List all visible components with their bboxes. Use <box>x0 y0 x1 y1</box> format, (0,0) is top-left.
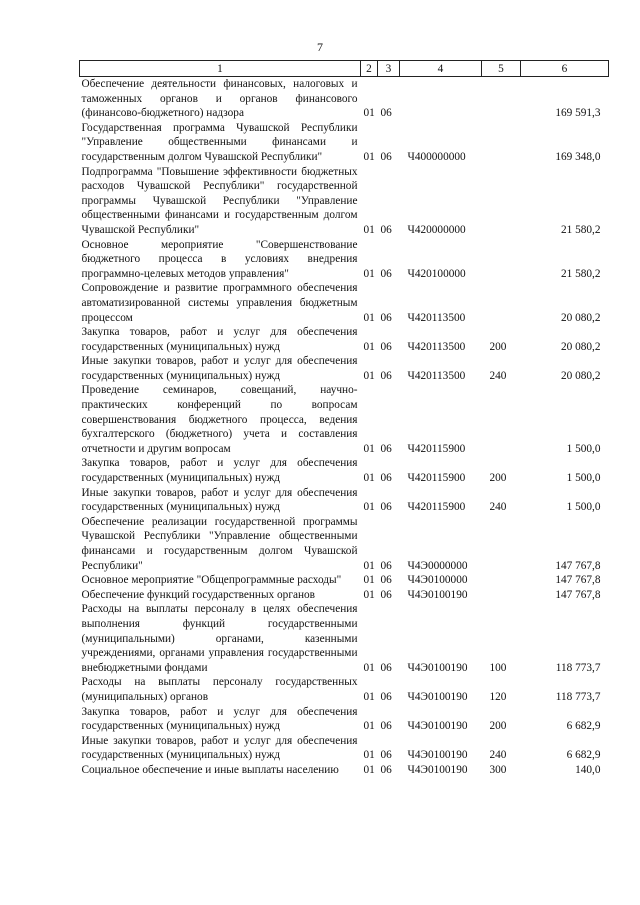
row-name: Иные закупки товаров, работ и услуг для обеспечения государственных (муниципальных) нужд <box>81 355 358 382</box>
row-target-code: Ч4Э0100190 <box>407 763 468 776</box>
budget-table <box>79 60 609 778</box>
table-row <box>80 121 609 165</box>
row-target-code: Ч420115900 <box>407 442 466 455</box>
row-expense-kind: 200 <box>489 720 507 733</box>
row-name: Закупка товаров, работ и услуг для обеспечения государственных (муниципальных) нужд <box>81 457 358 485</box>
row-target-code: Ч420115900 <box>407 501 466 514</box>
row-subsection: 06 <box>380 223 392 236</box>
row-section: 01 <box>363 690 375 703</box>
row-expense-kind <box>482 383 521 456</box>
row-amount: 169 348,0 <box>555 150 601 163</box>
row-amount: 20 080,2 <box>560 311 601 324</box>
row-name: Расходы на выплаты персоналу государственных (муниципальных) органов <box>81 676 358 703</box>
row-subsection: 06 <box>380 107 392 120</box>
row-amount: 1 500,0 <box>566 501 601 514</box>
row-name: Закупка товаров, работ и услуг для обеспечения государственных (муниципальных) нужд <box>81 705 358 733</box>
row-expense-kind: 200 <box>489 340 507 353</box>
row-amount: 147 767,8 <box>555 574 601 587</box>
row-name: Обеспечение деятельности финансовых, налоговых и таможенных органов и органов финансового (финансово-бюджетного) надзора <box>81 78 358 120</box>
row-name: Социальное обеспечение и иные выплаты населению <box>81 763 339 776</box>
row-target-code: Ч4Э0100190 <box>407 661 468 674</box>
table-row <box>80 456 609 485</box>
row-amount: 147 767,8 <box>555 559 601 572</box>
row-subsection: 06 <box>380 340 392 353</box>
row-section: 01 <box>363 661 375 674</box>
row-name: Обеспечение функций государственных органов <box>81 588 316 601</box>
row-expense-kind: 120 <box>489 690 507 703</box>
row-target-code: Ч4Э0100000 <box>407 574 468 587</box>
row-expense-kind: 240 <box>489 501 507 514</box>
row-section: 01 <box>363 559 375 572</box>
row-section: 01 <box>363 369 375 382</box>
row-name: Иные закупки товаров, работ и услуг для обеспечения государственных (муниципальных) нужд <box>81 734 358 762</box>
row-subsection: 06 <box>380 442 392 455</box>
row-amount: 147 767,8 <box>555 588 601 601</box>
row-subsection: 06 <box>380 501 392 514</box>
row-expense-kind: 240 <box>489 369 507 382</box>
table-row <box>80 763 609 778</box>
row-expense-kind <box>482 77 521 121</box>
row-expense-kind: 100 <box>489 661 507 674</box>
table-row <box>80 602 609 675</box>
row-section: 01 <box>363 472 375 485</box>
row-target-code: Ч4Э0000000 <box>407 559 468 572</box>
table-row <box>80 165 609 238</box>
row-section: 01 <box>363 749 375 762</box>
page-number: 7 <box>317 40 323 54</box>
row-amount: 20 080,2 <box>560 369 601 382</box>
row-name: Расходы на выплаты персоналу в целях обеспечения выполнения функций государственными (муниципальными) органами, казенными учреждениями, органами управления государственными внебюджетными фондами <box>81 603 358 674</box>
row-subsection: 06 <box>380 311 392 324</box>
row-subsection: 06 <box>380 588 392 601</box>
row-section: 01 <box>363 340 375 353</box>
row-subsection: 06 <box>380 763 392 776</box>
table-row <box>80 77 609 121</box>
column-header-1: 1 <box>80 61 361 77</box>
column-header-4: 4 <box>400 61 482 77</box>
row-subsection: 06 <box>380 150 392 163</box>
table-header <box>80 61 609 77</box>
table-row <box>80 281 609 325</box>
row-target-code: Ч420113500 <box>407 369 466 382</box>
table-row <box>80 383 609 456</box>
row-target-code: Ч420113500 <box>407 340 466 353</box>
row-expense-kind: 240 <box>489 749 507 762</box>
row-subsection: 06 <box>380 472 392 485</box>
row-subsection: 06 <box>380 574 392 587</box>
row-amount: 1 500,0 <box>566 472 601 485</box>
row-amount: 169 591,3 <box>555 107 601 120</box>
row-name: Государственная программа Чувашской Республики "Управление общественными финансами и государственным долгом Чувашской Республики" <box>81 121 358 163</box>
row-amount: 6 682,9 <box>566 749 601 762</box>
row-expense-kind: 200 <box>489 472 507 485</box>
row-section: 01 <box>363 442 375 455</box>
row-section: 01 <box>363 763 375 776</box>
table-row <box>80 325 609 354</box>
row-expense-kind <box>482 281 521 325</box>
row-target-code: Ч420113500 <box>407 311 466 324</box>
table-row <box>80 486 609 515</box>
row-amount: 6 682,9 <box>566 720 601 733</box>
row-subsection: 06 <box>380 720 392 733</box>
row-subsection: 06 <box>380 690 392 703</box>
row-amount: 21 580,2 <box>560 267 601 280</box>
row-subsection: 06 <box>380 749 392 762</box>
row-section: 01 <box>363 588 375 601</box>
row-name: Закупка товаров, работ и услуг для обеспечения государственных (муниципальных) нужд <box>81 326 358 353</box>
row-target-code: Ч420100000 <box>407 267 466 280</box>
row-subsection: 06 <box>380 661 392 674</box>
row-expense-kind <box>482 121 521 165</box>
row-target-code: Ч4Э0100190 <box>407 749 468 762</box>
row-subsection: 06 <box>380 267 392 280</box>
table-row <box>80 573 609 588</box>
row-section: 01 <box>363 267 375 280</box>
row-amount: 118 773,7 <box>555 661 601 674</box>
row-target-code: Ч4Э0100190 <box>407 690 468 703</box>
row-expense-kind: 300 <box>489 763 507 776</box>
table-body <box>80 77 609 778</box>
row-expense-kind <box>482 515 521 573</box>
row-section: 01 <box>363 107 375 120</box>
column-header-3: 3 <box>378 61 400 77</box>
row-target-code: Ч4Э0100190 <box>407 588 468 601</box>
row-section: 01 <box>363 150 375 163</box>
row-target-code: Ч420000000 <box>407 223 466 236</box>
column-header-2: 2 <box>361 61 378 77</box>
row-name: Проведение семинаров, совещаний, научно-практических конференций по вопросам совершенствования бюджетного процесса, ведения бухгалтерского (бюджетного) учета и составления отчетности и другим вопросам <box>81 384 358 455</box>
row-target-code <box>400 77 482 121</box>
row-target-code: Ч420115900 <box>407 472 466 485</box>
row-expense-kind <box>482 573 521 588</box>
table-row <box>80 238 609 282</box>
row-name: Обеспечение реализации государственной программы Чувашской Республики "Управление общественными финансами и государственным долгом Чувашской Республики" <box>81 515 358 572</box>
table-row <box>80 705 609 734</box>
table-row <box>80 675 609 704</box>
row-expense-kind <box>482 238 521 282</box>
row-section: 01 <box>363 311 375 324</box>
row-target-code: Ч4Э0100190 <box>407 720 468 733</box>
row-section: 01 <box>363 223 375 236</box>
row-expense-kind <box>482 588 521 603</box>
row-subsection: 06 <box>380 369 392 382</box>
row-amount: 20 080,2 <box>560 340 601 353</box>
row-target-code: Ч400000000 <box>407 150 466 163</box>
column-header-5: 5 <box>482 61 521 77</box>
table-row <box>80 515 609 573</box>
row-amount: 140,0 <box>575 763 601 776</box>
row-name: Иные закупки товаров, работ и услуг для обеспечения государственных (муниципальных) нужд <box>81 486 358 514</box>
row-name: Подпрограмма "Повышение эффективности бюджетных расходов Чувашской Республики" государственной программы Чувашской Республики "Управление общественными финансами и государственным долгом Чувашской Республики" <box>81 165 358 236</box>
row-expense-kind <box>482 165 521 238</box>
column-header-6: 6 <box>521 61 609 77</box>
row-amount: 1 500,0 <box>566 442 601 455</box>
table-row <box>80 734 609 763</box>
table-row <box>80 354 609 383</box>
row-subsection: 06 <box>380 559 392 572</box>
row-name: Основное мероприятие "Общепрограммные расходы" <box>81 574 342 587</box>
row-section: 01 <box>363 501 375 514</box>
row-amount: 21 580,2 <box>560 223 601 236</box>
table-row <box>80 588 609 603</box>
row-amount: 118 773,7 <box>555 690 601 703</box>
row-section: 01 <box>363 720 375 733</box>
row-name: Основное мероприятие "Совершенствование бюджетного процесса в условиях внедрения программно-целевых методов управления" <box>81 238 358 280</box>
row-name: Сопровождение и развитие программного обеспечения автоматизированной системы управления бюджетным процессом <box>81 282 358 324</box>
row-section: 01 <box>363 574 375 587</box>
